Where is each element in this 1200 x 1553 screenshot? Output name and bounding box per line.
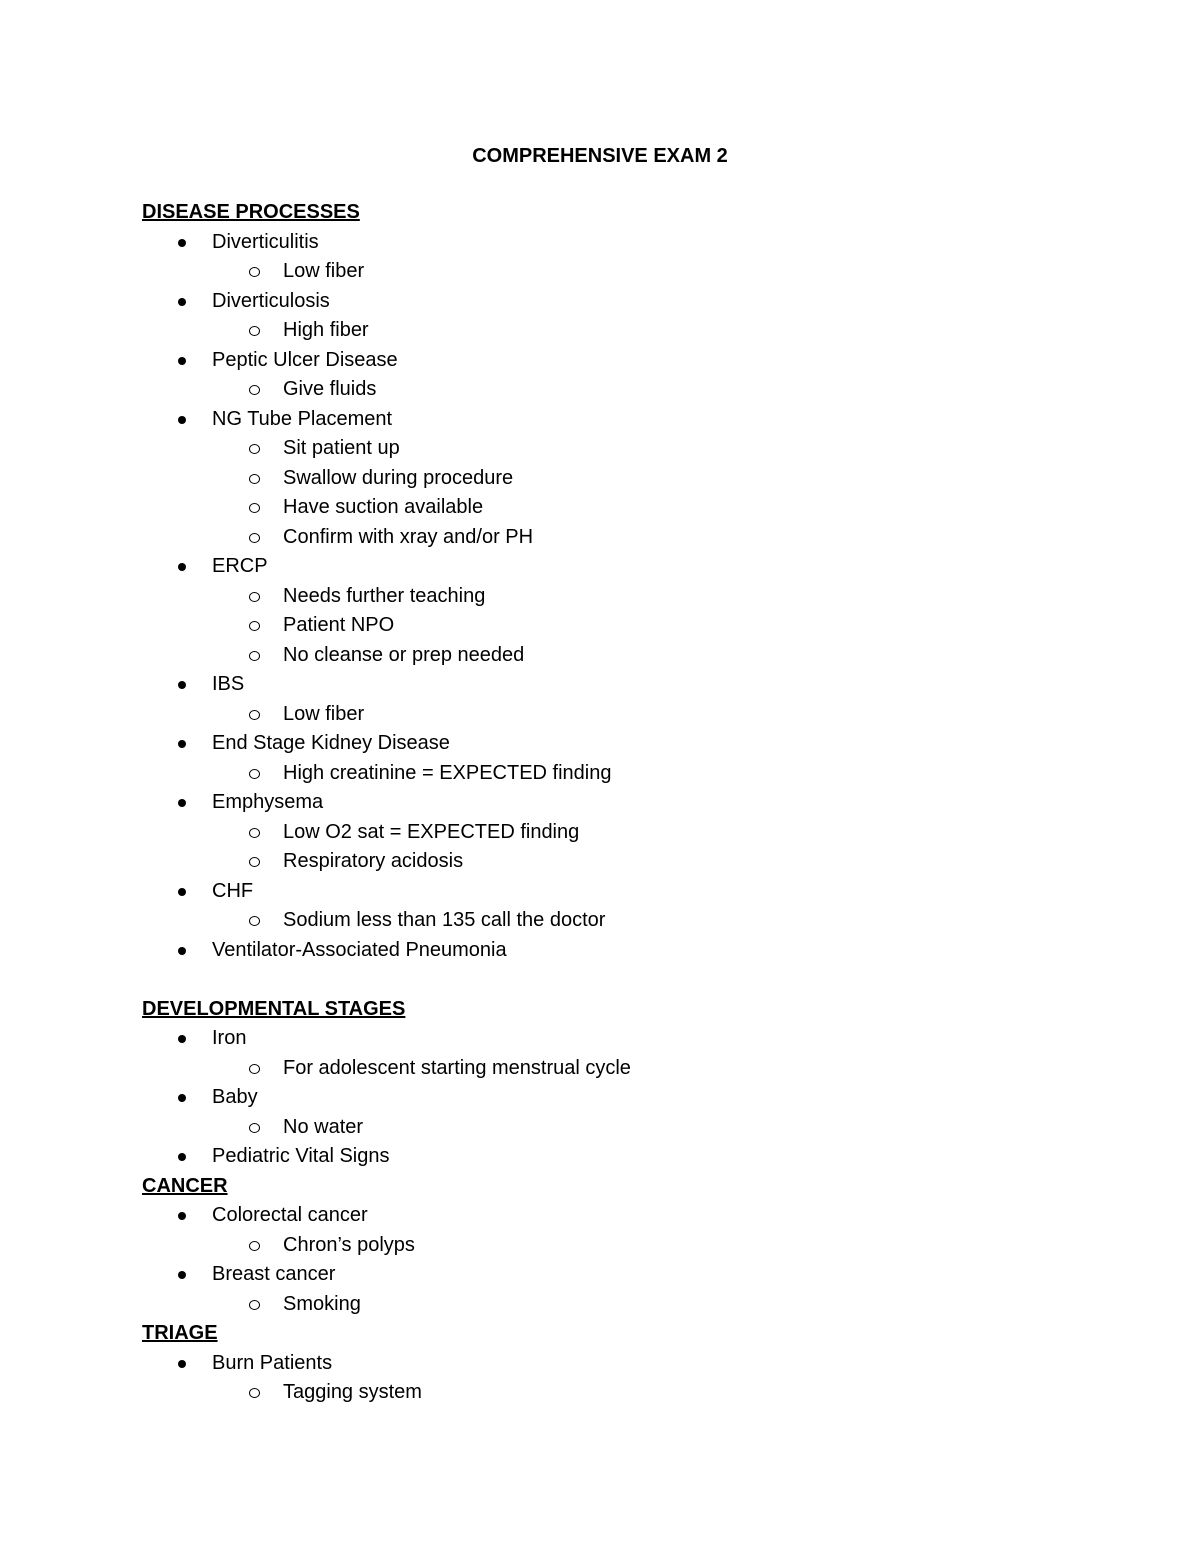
bullet-icon	[178, 947, 186, 955]
list-item	[142, 670, 1142, 729]
list-item-label: Breast cancer	[212, 1263, 336, 1285]
sub-bullet-list	[142, 1290, 1142, 1320]
sub-list-item	[142, 847, 1142, 877]
hollow-bullet-icon	[249, 916, 260, 926]
bullet-icon	[178, 239, 186, 247]
bullet-list	[142, 1024, 1142, 1172]
sub-bullet-list	[142, 700, 1142, 730]
sub-list-item	[142, 257, 1142, 287]
section-heading: DEVELOPMENTAL STAGES	[142, 997, 406, 1020]
list-item-label: Peptic Ulcer Disease	[212, 348, 398, 371]
list-item	[142, 1083, 1142, 1142]
sub-bullet-list	[142, 434, 1142, 552]
sub-list-item	[142, 1054, 1142, 1084]
hollow-bullet-icon	[249, 769, 260, 779]
sub-list-item	[142, 1290, 1142, 1320]
list-item	[142, 877, 1142, 936]
sub-bullet-list	[142, 1231, 1142, 1261]
list-item-label: Diverticulosis	[212, 289, 330, 312]
bullet-icon	[178, 888, 186, 896]
hollow-bullet-icon	[249, 1064, 260, 1074]
list-item-label: Colorectal cancer	[212, 1204, 368, 1226]
hollow-bullet-icon	[249, 444, 260, 454]
sub-list-item-label: High creatinine = EXPECTED finding	[283, 761, 612, 784]
list-item-label: Emphysema	[212, 791, 324, 813]
section-spacer	[142, 965, 1142, 995]
sub-list-item	[142, 1113, 1142, 1143]
list-item-row	[142, 1201, 1142, 1231]
sub-list-item	[142, 641, 1142, 671]
sub-list-item-label: Sodium less than 135 call the doctor	[283, 909, 606, 931]
bullet-icon	[178, 799, 186, 807]
sub-list-item	[142, 582, 1142, 612]
list-item-row	[142, 1260, 1142, 1290]
sub-list-item	[142, 493, 1142, 523]
bullet-icon	[178, 1360, 186, 1368]
list-item	[142, 1349, 1142, 1408]
sub-bullet-list	[142, 1378, 1142, 1408]
sub-list-item	[142, 434, 1142, 464]
section	[142, 995, 1142, 1172]
sub-list-item-label: Smoking	[283, 1292, 361, 1315]
sub-list-item	[142, 523, 1142, 553]
hollow-bullet-icon	[249, 828, 260, 838]
bullet-icon	[178, 357, 186, 365]
sub-list-item	[142, 1378, 1142, 1408]
sub-list-item-label: Patient NPO	[283, 614, 395, 636]
list-item	[142, 228, 1142, 287]
list-item-label: Ventilator-Associated Pneumonia	[212, 938, 507, 961]
document-title: COMPREHENSIVE EXAM 2	[472, 145, 728, 167]
sub-list-item-label: Chron’s polyps	[283, 1233, 415, 1256]
list-item-row	[142, 788, 1142, 818]
sub-bullet-list	[142, 375, 1142, 405]
bullet-icon	[178, 740, 186, 748]
sub-list-item-label: Swallow during procedure	[283, 466, 514, 489]
list-item-row	[142, 1083, 1142, 1113]
list-item	[142, 788, 1142, 877]
list-item	[142, 1024, 1142, 1083]
list-item-label: Iron	[212, 1027, 247, 1049]
bullet-list	[142, 1349, 1142, 1408]
list-item-label: Pediatric Vital Signs	[212, 1145, 390, 1167]
sub-list-item	[142, 700, 1142, 730]
list-item	[142, 729, 1142, 788]
list-item-row	[142, 877, 1142, 907]
sub-bullet-list	[142, 1113, 1142, 1143]
list-item-label: NG Tube Placement	[212, 407, 393, 430]
bullet-icon	[178, 298, 186, 306]
sub-bullet-list	[142, 582, 1142, 671]
hollow-bullet-icon	[249, 1300, 260, 1310]
sub-list-item	[142, 818, 1142, 848]
sub-list-item-label: Confirm with xray and/or PH	[283, 525, 534, 548]
sub-list-item-label: High fiber	[283, 319, 369, 341]
sub-bullet-list	[142, 759, 1142, 789]
sub-list-item	[142, 375, 1142, 405]
sub-list-item	[142, 759, 1142, 789]
sub-bullet-list	[142, 257, 1142, 287]
list-item	[142, 1260, 1142, 1319]
bullet-icon	[178, 681, 186, 689]
list-item-row	[142, 1142, 1142, 1172]
list-item-row	[142, 346, 1142, 376]
list-item	[142, 552, 1142, 670]
bullet-icon	[178, 1271, 186, 1279]
hollow-bullet-icon	[249, 592, 260, 602]
hollow-bullet-icon	[249, 651, 260, 661]
document-content	[142, 198, 1142, 1408]
sub-list-item-label: Have suction available	[283, 496, 484, 518]
hollow-bullet-icon	[249, 326, 260, 336]
section-heading: CANCER	[142, 1174, 228, 1197]
hollow-bullet-icon	[249, 385, 260, 395]
sub-list-item-label: Low O2 sat = EXPECTED finding	[283, 820, 580, 843]
list-item-label: Burn Patients	[212, 1351, 333, 1374]
list-item-label: Diverticulitis	[212, 230, 319, 253]
sub-list-item-label: Tagging system	[283, 1381, 422, 1403]
list-item-row	[142, 552, 1142, 582]
list-item-label: IBS	[212, 673, 245, 695]
list-item	[142, 287, 1142, 346]
bullet-icon	[178, 1153, 186, 1161]
hollow-bullet-icon	[249, 1241, 260, 1251]
hollow-bullet-icon	[249, 474, 260, 484]
list-item	[142, 1201, 1142, 1260]
hollow-bullet-icon	[249, 533, 260, 543]
list-item	[142, 346, 1142, 405]
list-item	[142, 405, 1142, 553]
sub-list-item-label: No water	[283, 1115, 364, 1138]
list-item-row	[142, 670, 1142, 700]
section	[142, 198, 1142, 965]
hollow-bullet-icon	[249, 621, 260, 631]
list-item-row	[142, 405, 1142, 435]
sub-list-item-label: For adolescent starting menstrual cycle	[283, 1056, 631, 1079]
hollow-bullet-icon	[249, 1123, 260, 1133]
bullet-icon	[178, 1212, 186, 1220]
bullet-icon	[178, 563, 186, 571]
sub-list-item	[142, 906, 1142, 936]
sub-bullet-list	[142, 818, 1142, 877]
list-item-label: CHF	[212, 879, 254, 902]
list-item-row	[142, 729, 1142, 759]
list-item	[142, 936, 1142, 966]
hollow-bullet-icon	[249, 710, 260, 720]
list-item-row	[142, 228, 1142, 258]
bullet-icon	[178, 1094, 186, 1102]
hollow-bullet-icon	[249, 267, 260, 277]
list-item	[142, 1142, 1142, 1172]
bullet-icon	[178, 416, 186, 424]
sub-bullet-list	[142, 1054, 1142, 1084]
section-heading: DISEASE PROCESSES	[142, 201, 360, 223]
sub-list-item-label: Low fiber	[283, 260, 365, 282]
sub-bullet-list	[142, 316, 1142, 346]
sub-list-item	[142, 611, 1142, 641]
sub-list-item-label: No cleanse or prep needed	[283, 643, 525, 666]
list-item-row	[142, 1024, 1142, 1054]
list-item-label: Baby	[212, 1086, 258, 1108]
list-item-label: ERCP	[212, 555, 268, 577]
hollow-bullet-icon	[249, 857, 260, 867]
sub-list-item	[142, 316, 1142, 346]
section	[142, 1172, 1142, 1320]
bullet-icon	[178, 1035, 186, 1043]
hollow-bullet-icon	[249, 1388, 260, 1398]
sub-list-item-label: Respiratory acidosis	[283, 850, 464, 872]
section-heading: TRIAGE	[142, 1322, 218, 1344]
section	[142, 1319, 1142, 1408]
sub-list-item-label: Sit patient up	[283, 437, 400, 459]
sub-list-item-label: Needs further teaching	[283, 584, 486, 607]
bullet-list	[142, 1201, 1142, 1319]
list-item-label: End Stage Kidney Disease	[212, 732, 450, 754]
list-item-row	[142, 287, 1142, 317]
bullet-list	[142, 228, 1142, 966]
sub-list-item	[142, 464, 1142, 494]
hollow-bullet-icon	[249, 503, 260, 513]
list-item-row	[142, 936, 1142, 966]
sub-list-item	[142, 1231, 1142, 1261]
list-item-row	[142, 1349, 1142, 1379]
sub-bullet-list	[142, 906, 1142, 936]
sub-list-item-label: Give fluids	[283, 378, 377, 400]
sub-list-item-label: Low fiber	[283, 702, 365, 725]
